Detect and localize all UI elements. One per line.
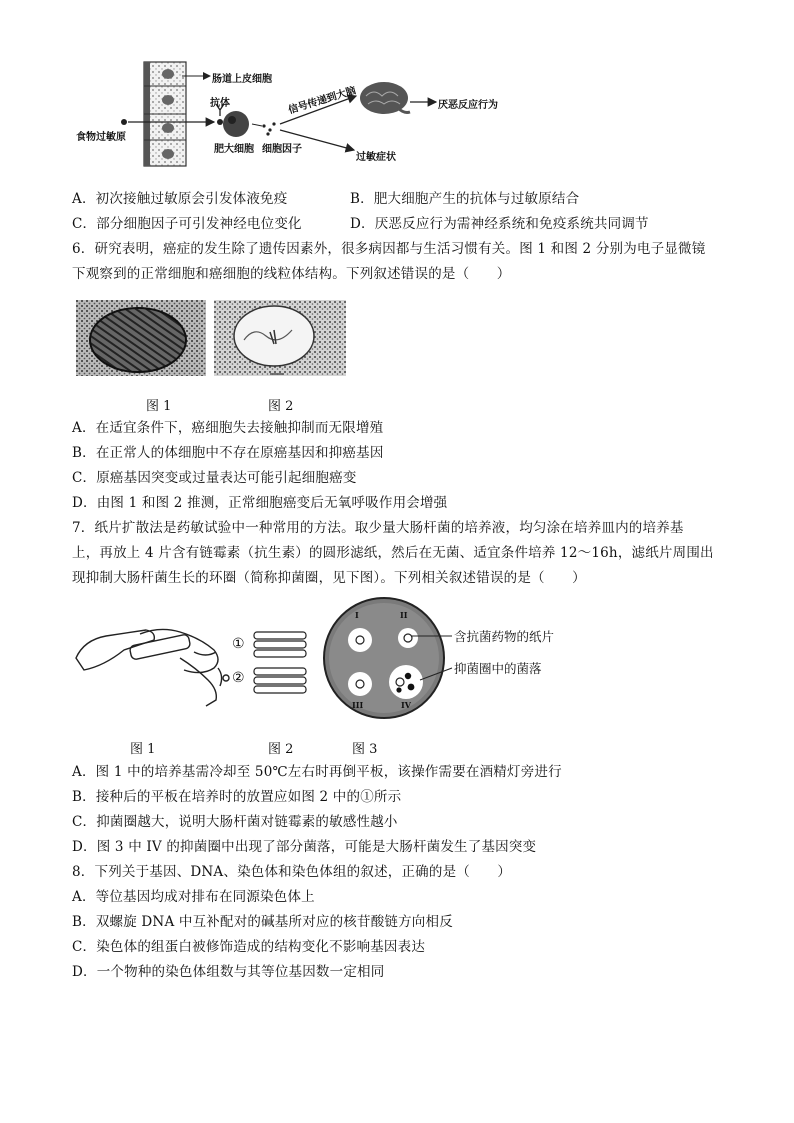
dish-label-1: ① xyxy=(232,636,245,652)
epithelial-cells xyxy=(144,62,186,166)
label-allergen: 食物过敏原 xyxy=(76,132,126,143)
dish-label-2: ② xyxy=(232,670,245,686)
q6-option-b: B．在正常人的体细胞中不存在原癌基因和抑癌基因 xyxy=(72,445,384,461)
q7-option-d: D．图 3 中 IV 的抑菌圈中出现了部分菌落，可能是大肠杆菌发生了基因突变 xyxy=(72,839,537,855)
q6-figure-2 xyxy=(214,300,346,376)
q6-option-c: C．原癌基因突变或过量表达可能引起细胞癌变 xyxy=(72,470,357,486)
q7-option-a: A．图 1 中的培养基需冷却至 50℃左右时再倒平板，该操作需要在酒精灯旁进行 xyxy=(72,764,562,780)
cytokine-dots xyxy=(262,122,275,135)
q5-option-a: A．初次接触过敏原会引发体液免疫 xyxy=(72,191,288,207)
q6-fig2-caption: 图 2 xyxy=(268,399,294,414)
q7-stem-line3: 现抑制大肠杆菌生长的环圈（简称抑菌圈，见下图）。下列相关叙述错误的是（ ） xyxy=(72,570,586,586)
label-disc: 含抗菌药物的纸片 xyxy=(454,629,555,644)
label-epithelial: 肠道上皮细胞 xyxy=(212,74,272,85)
label-mast-cell: 肥大细胞 xyxy=(214,144,254,155)
q7-stem-line2: 上，再放上 4 片含有链霉素（抗生素）的圆形滤纸，然后在无菌、适宜条件培养 12～16h，滤纸片周围出 xyxy=(72,545,714,561)
q8-option-b: B．双螺旋 DNA 中互补配对的碱基所对应的核苷酸链方向相反 xyxy=(72,914,453,930)
inhibition-zone-4 xyxy=(389,665,423,699)
q6-fig1-caption: 图 1 xyxy=(146,399,172,414)
q7-fig2-caption: 图 2 xyxy=(268,742,294,757)
cancer-mitochondrion xyxy=(234,306,314,366)
q8-option-c: C．染色体的组蛋白被修饰造成的结构变化不影响基因表达 xyxy=(72,939,426,955)
label-colony: 抑菌圈中的菌落 xyxy=(454,661,542,676)
allergy-pathway-diagram xyxy=(86,58,546,168)
label-signal: 信号传递到大脑 xyxy=(287,85,358,117)
label-symptom: 过敏症状 xyxy=(356,152,396,163)
roman-3: III xyxy=(352,700,364,710)
roman-4: IV xyxy=(401,700,411,710)
q5-option-b: B．肥大细胞产生的抗体与过敏原结合 xyxy=(350,191,580,207)
pouring-hands-illustration xyxy=(76,629,229,706)
q6-stem-line2: 下观察到的正常细胞和癌细胞的线粒体结构。下列叙述错误的是（ ） xyxy=(72,266,511,282)
q5-figure xyxy=(76,58,546,168)
dish-orientation-illustration xyxy=(254,632,306,693)
brain-icon xyxy=(360,82,410,114)
q6-option-d: D．由图 1 和图 2 推测，正常细胞癌变后无氧呼吸作用会增强 xyxy=(72,495,448,511)
q8-option-d: D．一个物种的染色体组数与其等位基因数一定相同 xyxy=(72,964,385,980)
label-aversion: 厌恶反应行为 xyxy=(438,100,498,111)
q8-option-a: A．等位基因均成对排布在同源染色体上 xyxy=(72,889,315,905)
q7-fig3-caption: 图 3 xyxy=(352,742,378,757)
mast-cell xyxy=(223,111,249,137)
allergen-dot xyxy=(121,119,127,125)
q7-figure xyxy=(70,596,570,726)
q5-option-c: C．部分细胞因子可引发神经电位变化 xyxy=(72,216,302,232)
q7-option-b: B．接种后的平板在培养时的放置应如图 2 中的①所示 xyxy=(72,789,402,805)
q7-fig1-caption: 图 1 xyxy=(130,742,156,757)
q6-option-a: A．在适宜条件下，癌细胞失去接触抑制而无限增殖 xyxy=(72,420,384,436)
q6-stem-line1: 6．研究表明，癌症的发生除了遗传因素外，很多病因都与生活习惯有关。图 1 和图 2 分别为电子显微镜 xyxy=(72,241,706,257)
roman-1: I xyxy=(355,610,359,620)
q7-stem-line1: 7．纸片扩散法是药敏试验中一种常用的方法。取少量大肠杆菌的培养液，均匀涂在培养皿内的培养基 xyxy=(72,520,684,536)
q7-option-c: C．抑菌圈越大，说明大肠杆菌对链霉素的敏感性越小 xyxy=(72,814,398,830)
roman-2: II xyxy=(400,610,408,620)
normal-mitochondrion xyxy=(90,308,186,372)
label-antibody: 抗体 xyxy=(210,98,230,109)
petri-dish xyxy=(324,598,444,718)
label-cytokine: 细胞因子 xyxy=(262,144,302,155)
q8-stem: 8．下列关于基因、DNA、染色体和染色体组的叙述，正确的是（ ） xyxy=(72,864,512,880)
q5-option-d: D．厌恶反应行为需神经系统和免疫系统共同调节 xyxy=(350,216,649,232)
q6-figure-1 xyxy=(76,300,206,376)
